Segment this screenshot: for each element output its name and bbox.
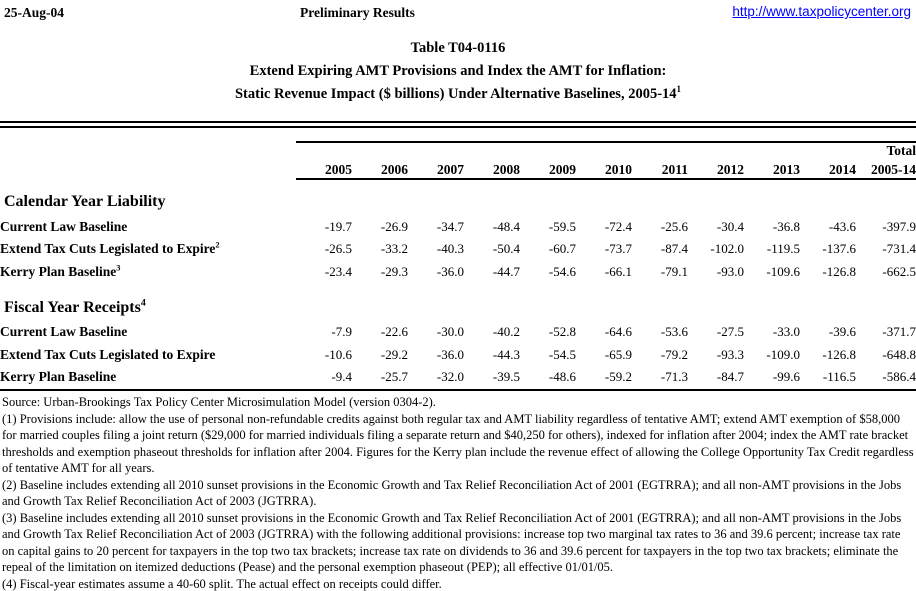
value-cell: -48.6 [548,369,576,384]
year-header: 2006 [352,159,408,179]
footnote-1: (1) Provisions include: allow the use of personal non-refundable credits against both regular tax and AMT liability regardless of tentative AMT; extend AMT exemption of $58,000 for married couples filing a joint return ($29,000 for married individuals filing a separate return and $40,250 for others), indexed for inflation after 2004; index the AMT rate bracket thresholds and exemption phaseout thresholds for inflation after 2004. Figures for the Kerry plan include the revenue effect of allowing the College Opportunity Tax Credit regardless of tentative AMT for all years. [2,411,914,475]
year-header: 2012 [688,159,744,179]
section-heading-text: Calendar Year Liability [4,193,166,210]
value-cell: -39.5 [492,369,520,384]
table-row [0,212,916,235]
row-label-text: Kerry Plan Baseline [0,369,117,384]
row-label-kerry-plan-baseline [0,363,296,386]
empty-cell [0,142,296,159]
value-cell: -52.8 [548,324,576,339]
total-header-line2: 2005-14 [856,159,916,179]
footnote-ref: 2 [215,240,220,250]
year-header: 2009 [520,159,576,179]
value-cell: -44.7 [492,263,520,279]
total-value-cell: -371.7 [882,324,916,339]
value-cell: -40.2 [492,324,520,339]
total-header-row [0,142,916,159]
value-cell: -71.3 [660,369,688,384]
row-label-text: Current Law Baseline [0,218,128,234]
value-cell: -93.3 [716,346,744,362]
year-header: 2008 [464,159,520,179]
value-cell: -119.5 [766,241,800,256]
header-date: 25-Aug-04 [4,5,64,20]
section-heading-row [0,280,916,318]
value-cell: -54.5 [548,346,576,362]
row-label-text: Kerry Plan Baseline [0,263,117,279]
value-cell: -109.6 [766,263,800,279]
value-cell: -79.1 [660,263,688,279]
table-row [0,257,916,280]
value-cell: -93.0 [716,263,744,279]
footnote-3: (3) Baseline includes extending all 2010 sunset provisions in the Economic Growth and Tax Relief Reconciliation Act of 2001 (EGTRRA); and all non-AMT provisions in the Jobs and Growth Tax Relief Reconciliation Act of 2003 (JGTRRA) with the following additional provisions: increase top two marginal tax rates to 36 and 39.6 percent; increase tax rate on capital gains to 20 percent for taxpayers in the top two tax brackets; increase tax rate on dividends to 36 and 39.6 percent for taxpayers in the top two tax brackets; eliminate the repeal of the limitation on itemized deductions (Pease) and the personal exemption phaseout (PEP); all effective 01/01/05. [2,510,902,574]
value-cell: -26.9 [380,218,408,234]
value-cell: -66.1 [604,263,632,279]
value-cell: -7.9 [331,324,352,339]
value-cell: -109.0 [766,346,800,362]
section-heading-row [0,179,916,212]
row-label-text: Current Law Baseline [0,324,128,339]
value-cell: -116.5 [822,369,856,384]
row-label-text: Extend Tax Cuts Legislated to Expire [0,346,216,362]
section-heading-fiscal-year-receipts [0,280,916,318]
value-cell: -87.4 [660,241,688,256]
value-cell: -64.6 [604,324,632,339]
value-cell: -29.3 [380,263,408,279]
table-row [0,340,916,363]
page-header [0,0,916,22]
title-line-1: Table T04-0116 [410,40,506,56]
value-cell: -126.8 [822,263,856,279]
value-cell: -25.7 [380,369,408,384]
source-note: Source: Urban-Brookings Tax Policy Center Microsimulation Model (version 0304-2). [2,395,436,409]
value-cell: -23.4 [324,263,352,279]
total-value-cell: -731.4 [882,241,916,256]
value-cell: -34.7 [436,218,464,234]
double-rule [0,121,916,128]
table-title [0,37,916,106]
section-heading-text: Fiscal Year Receipts [4,298,141,316]
row-label-current-law-baseline [0,212,296,235]
value-cell: -33.0 [772,324,800,339]
footnote-4: (4) Fiscal-year estimates assume a 40-60 split. The actual effect on receipts could differ. [2,576,442,591]
year-header: 2013 [744,159,800,179]
value-cell: -33.2 [380,241,408,256]
value-cell: -65.9 [604,346,632,362]
footnotes [0,391,916,591]
footnote-ref: 3 [116,263,121,272]
value-cell: -79.2 [660,346,688,362]
total-header-line1: Total [856,142,916,159]
year-header: 2007 [408,159,464,179]
value-cell: -50.4 [492,241,520,256]
value-cell: -9.4 [331,369,352,384]
value-cell: -59.2 [604,369,632,384]
value-cell: -126.8 [822,346,856,362]
value-cell: -43.6 [828,218,856,234]
footnote-ref: 4 [140,297,146,309]
total-value-cell: -648.8 [882,346,916,362]
value-cell: -32.0 [436,369,464,384]
row-label-current-law-baseline [0,318,296,341]
footnote-2: (2) Baseline includes extending all 2010 sunset provisions in the Economic Growth and Tax Relief Reconciliation Act of 2001 (EGTRRA); and all non-AMT provisions in the Jobs and Growth Tax Relief Reconciliation Act of 2003 (JGTRRA). [2,477,902,508]
value-cell: -54.6 [548,263,576,279]
value-cell: -36.8 [772,218,800,234]
taxpolicycenter-link[interactable]: http://www.taxpolicycenter.org [732,4,911,19]
value-cell: -48.4 [492,218,520,234]
value-cell: -99.6 [772,369,800,384]
row-label-extend-tax-cuts [0,235,296,258]
value-cell: -84.7 [716,369,744,384]
value-cell: -72.4 [604,218,632,234]
value-cell: -60.7 [548,241,576,256]
value-cell: -25.6 [660,218,688,234]
value-cell: -137.6 [822,241,856,256]
table-row [0,318,916,341]
row-label-extend-tax-cuts [0,340,296,363]
header-center-label: Preliminary Results [300,5,415,20]
value-cell: -10.6 [324,346,352,362]
value-cell: -30.4 [716,218,744,234]
value-cell: -22.6 [380,324,408,339]
value-cell: -53.6 [660,324,688,339]
value-cell: -59.5 [548,218,576,234]
title-line-3 [0,83,916,106]
value-cell: -26.5 [324,241,352,256]
title-line-3-text: Static Revenue Impact ($ billions) Under Alternative Baselines, 2005-14 [234,86,677,102]
table-row [0,363,916,386]
value-cell: -36.0 [436,346,464,362]
header-rule-span [296,142,856,159]
title-line-2: Extend Expiring AMT Provisions and Index the AMT for Inflation: [249,63,667,79]
total-value-cell: -397.9 [882,218,916,234]
value-cell: -29.2 [380,346,408,362]
year-header: 2010 [576,159,632,179]
revenue-table [0,141,916,385]
value-cell: -36.0 [436,263,464,279]
year-header-row [0,159,916,179]
total-value-cell: -586.4 [882,369,916,384]
footnote-ref-1: 1 [676,84,682,95]
table-row [0,235,916,258]
value-cell: -44.3 [492,346,520,362]
year-header: 2014 [800,159,856,179]
value-cell: -102.0 [710,241,744,256]
value-cell: -40.3 [436,241,464,256]
empty-cell [0,159,296,179]
total-value-cell: -662.5 [882,263,916,279]
value-cell: -30.0 [436,324,464,339]
value-cell: -39.6 [828,324,856,339]
value-cell: -73.7 [604,241,632,256]
section-heading-calendar-year-liability [0,179,916,212]
row-label-kerry-plan-baseline [0,257,296,280]
year-header: 2005 [296,159,352,179]
value-cell: -19.7 [324,218,352,234]
row-label-text: Extend Tax Cuts Legislated to Expire [0,241,216,256]
year-header: 2011 [632,159,688,179]
value-cell: -27.5 [716,324,744,339]
